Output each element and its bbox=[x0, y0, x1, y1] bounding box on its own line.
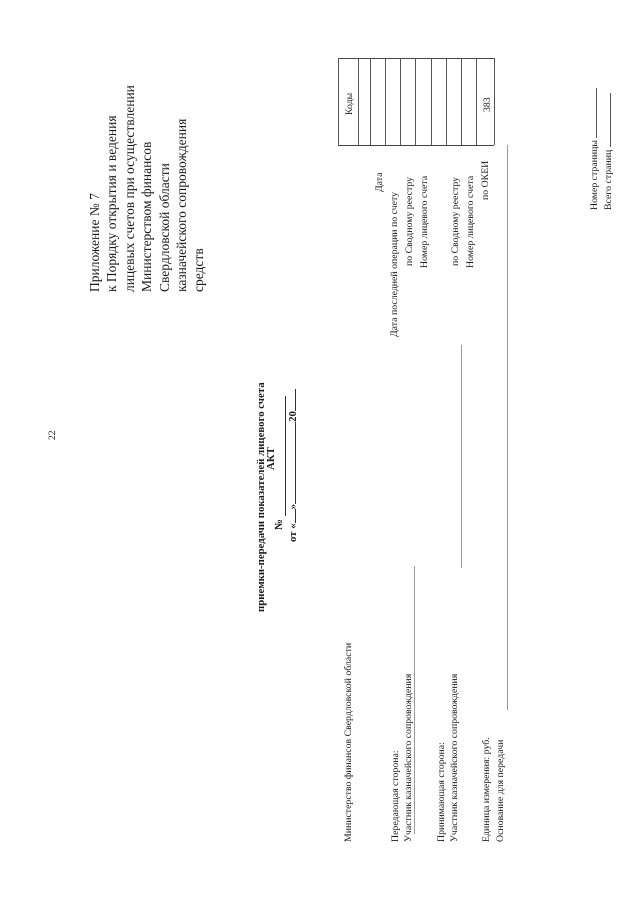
appendix-line: казначейского сопровождения bbox=[174, 118, 190, 292]
appendix-line: средств bbox=[191, 248, 207, 292]
page-number-label: Номер страницы bbox=[588, 88, 601, 210]
date-label: Дата bbox=[374, 172, 385, 192]
appendix-line: лицевых счетов при осуществлении bbox=[121, 85, 137, 292]
appendix-line: Приложение № 7 bbox=[87, 193, 102, 292]
page-number: 22 bbox=[47, 430, 58, 440]
act-subtitle: приемки-передачи показателей лицевого счета bbox=[255, 382, 267, 612]
participant1-label: Участник казначейского сопровождения bbox=[403, 673, 414, 842]
basis-line bbox=[507, 145, 508, 710]
basis-label: Основание для передачи bbox=[495, 739, 506, 842]
participant2-label: Участник казначейского сопровождения bbox=[449, 673, 460, 842]
participant1-line bbox=[414, 566, 415, 834]
okei-label: по ОКЕИ bbox=[480, 160, 491, 200]
appendix-line: Министерством финансов bbox=[139, 141, 155, 292]
appendix-block bbox=[86, 85, 208, 292]
act-number-label: № bbox=[273, 519, 285, 530]
transferring-label: Передающая сторона: bbox=[390, 750, 401, 842]
account-no2-label: Номер лицевого счета bbox=[465, 175, 476, 268]
registry1-label: по Сводному реестру bbox=[404, 176, 415, 266]
act-date-label: от «»20 bbox=[288, 389, 299, 542]
account-no1-label: Номер лицевого счета bbox=[419, 175, 430, 268]
okei-code: 383 bbox=[482, 97, 493, 112]
last-op-date-label: Дата последней операции по счету bbox=[389, 191, 400, 337]
unit-label: Единица измерения: руб. bbox=[481, 737, 492, 842]
codes-header: Коды bbox=[344, 92, 355, 115]
registry2-label: по Сводному реестру bbox=[450, 176, 461, 266]
receiving-label: Принимающая сторона: bbox=[436, 742, 447, 842]
act-title: АКТ bbox=[265, 447, 277, 470]
appendix-line: Свердловской области bbox=[156, 163, 172, 292]
ministry-label: Министерство финансов Свердловской области bbox=[343, 642, 354, 842]
appendix-line: к Порядку открытия и ведения bbox=[104, 115, 120, 292]
act-number-line bbox=[285, 396, 286, 516]
total-pages-label: Всего страниц bbox=[602, 93, 615, 210]
participant2-line bbox=[461, 345, 462, 568]
